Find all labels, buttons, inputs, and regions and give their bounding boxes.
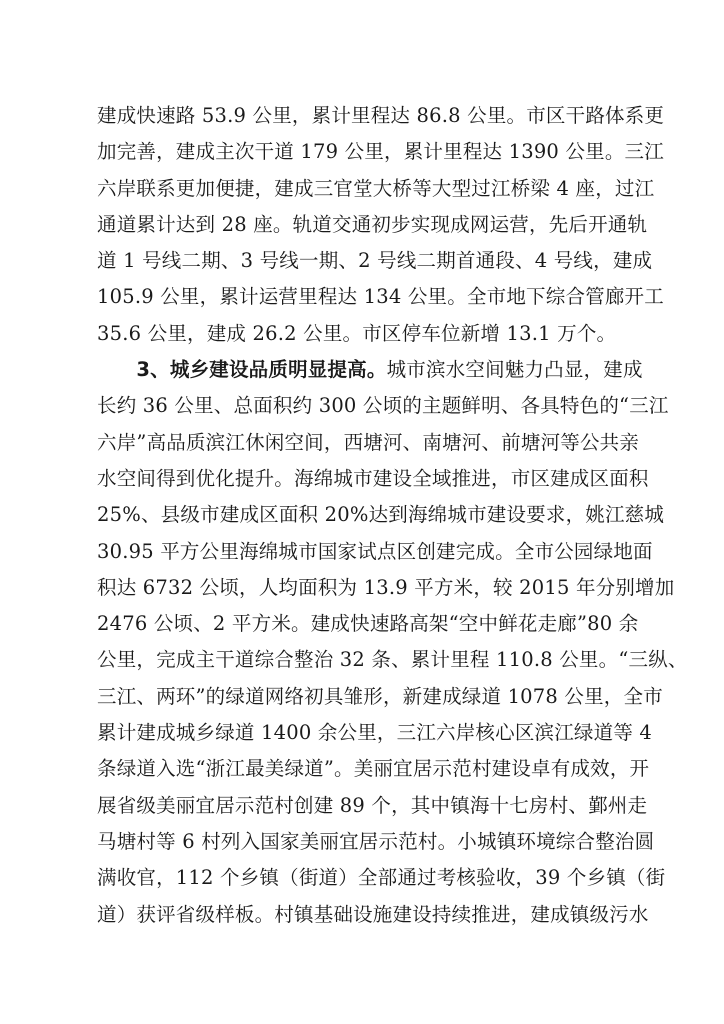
text-line: 105.9 公里，累计运营里程达 134 公里。全市地下综合管廊开工 [97,285,664,309]
text-line: 三江、两环”的绿道网络初具雏形，新建成绿道 1078 公里，全市 [97,684,663,708]
text-line: 马塘村等 6 村列入国家美丽宜居示范村。小城镇环境综合整治圆 [97,829,655,853]
text-line: 展省级美丽宜居示范村创建 89 个，其中镇海十七房村、鄞州走 [97,793,648,817]
text-line: 道）获评省级样板。村镇基础设施建设持续推进，建成镇级污水 [97,902,649,926]
text-line: 长约 36 公里、总面积约 300 公顷的主题鲜明、各具特色的“三江 [97,394,669,418]
text-line: 道 1 号线二期、3 号线一期、2 号线二期首通段、4 号线，建成 [97,249,653,273]
text-line: 建成快速路 53.9 公里，累计里程达 86.8 公里。市区干路体系更 [97,104,665,127]
text-line: 累计建成城乡绿道 1400 余公里，三江六岸核心区滨江绿道等 4 [97,721,653,745]
paragraph-indent [97,358,136,381]
text-line: 积达 6732 公顷，人均面积为 13.9 平方米，较 2015 年分别增加 [97,575,675,599]
text-line: 加完善，建成主次干道 179 公里，累计里程达 1390 公里。三江 [97,140,664,164]
text-line: 条绿道入选“浙江最美绿道”。美丽宜居示范村建设卓有成效，开 [97,757,650,781]
text-line-rest: 城市滨水空间魅力凸显，建成 [386,358,643,382]
text-line: 25%、县级市建成区面积 20%达到海绵城市建设要求，姚江慈城 [97,503,665,527]
body-text [97,98,688,933]
text-line: 六岸”高品质滨江休闲空间，西塘河、南塘河、前塘河等公共亲 [97,430,640,454]
text-line: 六岸联系更加便捷，建成三官堂大桥等大型过江桥梁 4 座，过江 [97,176,655,200]
text-line: 通道累计达到 28 座。轨道交通初步实现成网运营，先后开通轨 [97,212,648,236]
section-heading-line [97,352,643,388]
section-heading: 3、城乡建设品质明显提高。 [136,358,387,382]
text-line: 35.6 公里，建成 26.2 公里。市区停车位新增 13.1 万个。 [97,321,617,345]
text-line: 公里，完成主干道综合整治 32 条、累计里程 110.8 公里。“三纵、 [97,648,688,672]
text-line: 水空间得到优化提升。海绵城市建设全域推进，市区建成区面积 [97,466,649,490]
text-line: 满收官，112 个乡镇（街道）全部通过考核验收，39 个乡镇（街 [97,866,666,890]
text-line: 30.95 平方公里海绵城市国家试点区创建完成。全市公园绿地面 [97,539,653,563]
text-line: 2476 公顷、2 平方米。建成快速路高架“空中鲜花走廊”80 余 [97,612,639,636]
